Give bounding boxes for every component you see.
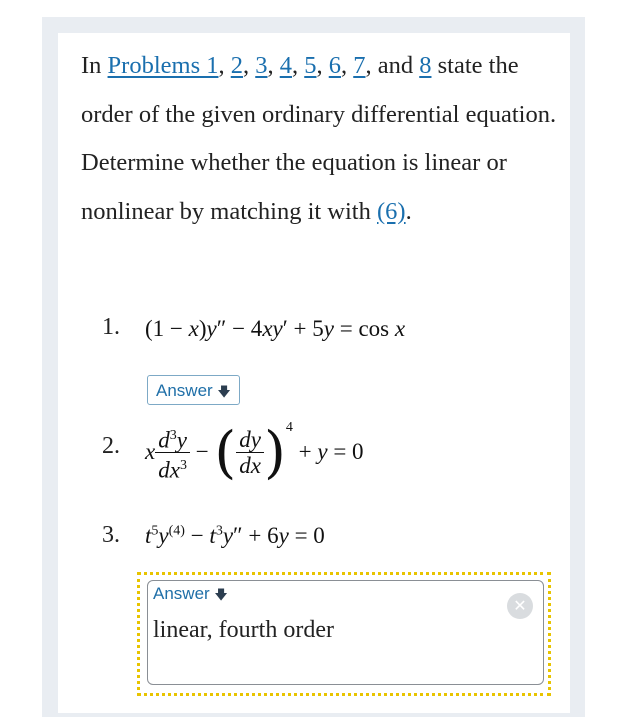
item-number-1: 1. bbox=[102, 314, 120, 340]
item-number-3: 3. bbox=[102, 522, 120, 548]
answer-panel-label[interactable]: Answer 🡇 bbox=[153, 584, 228, 603]
answer-button-1[interactable]: Answer 🡇 bbox=[147, 375, 240, 405]
problem-link-2[interactable]: 2 bbox=[230, 52, 243, 79]
close-icon[interactable]: ✕ bbox=[507, 593, 533, 619]
problem-link-3[interactable]: 3 bbox=[255, 52, 268, 79]
problem-link-4[interactable]: 4 bbox=[279, 52, 292, 79]
instructions-text: In Problems 1, 2, 3, 4, 5, 6, 7, and 8 state the order of the given ordinary differential equation. Determine whether the equation is linear or nonlinear by matching it with (6). bbox=[81, 52, 557, 225]
problems-link-1[interactable]: Problems 1 bbox=[107, 52, 219, 79]
answer-text: linear, fourth order bbox=[153, 617, 334, 643]
problem-link-8[interactable]: 8 bbox=[419, 52, 432, 79]
item-number-2: 2. bbox=[102, 433, 120, 459]
equation-6-link[interactable]: (6) bbox=[377, 197, 406, 225]
equation-3: $t^5y^{(4)} - t^3y'' + 6y = 0$ bbox=[145, 523, 325, 548]
problem-link-7[interactable]: 7 bbox=[353, 52, 366, 79]
arrow-down-icon: 🡇 bbox=[214, 587, 228, 602]
problem-link-6[interactable]: 6 bbox=[328, 52, 341, 79]
problem-link-5[interactable]: 5 bbox=[304, 52, 317, 79]
equation-1: (1 − x)y″ − 4xy′ + 5y = cos x bbox=[145, 316, 406, 341]
equation-2: x $\frac{d^3y}{dx^3}$ − ( $\frac{dy}{dx}$ )$^4$ + y = 0 bbox=[145, 420, 364, 486]
arrow-down-icon: 🡇 bbox=[217, 384, 231, 399]
